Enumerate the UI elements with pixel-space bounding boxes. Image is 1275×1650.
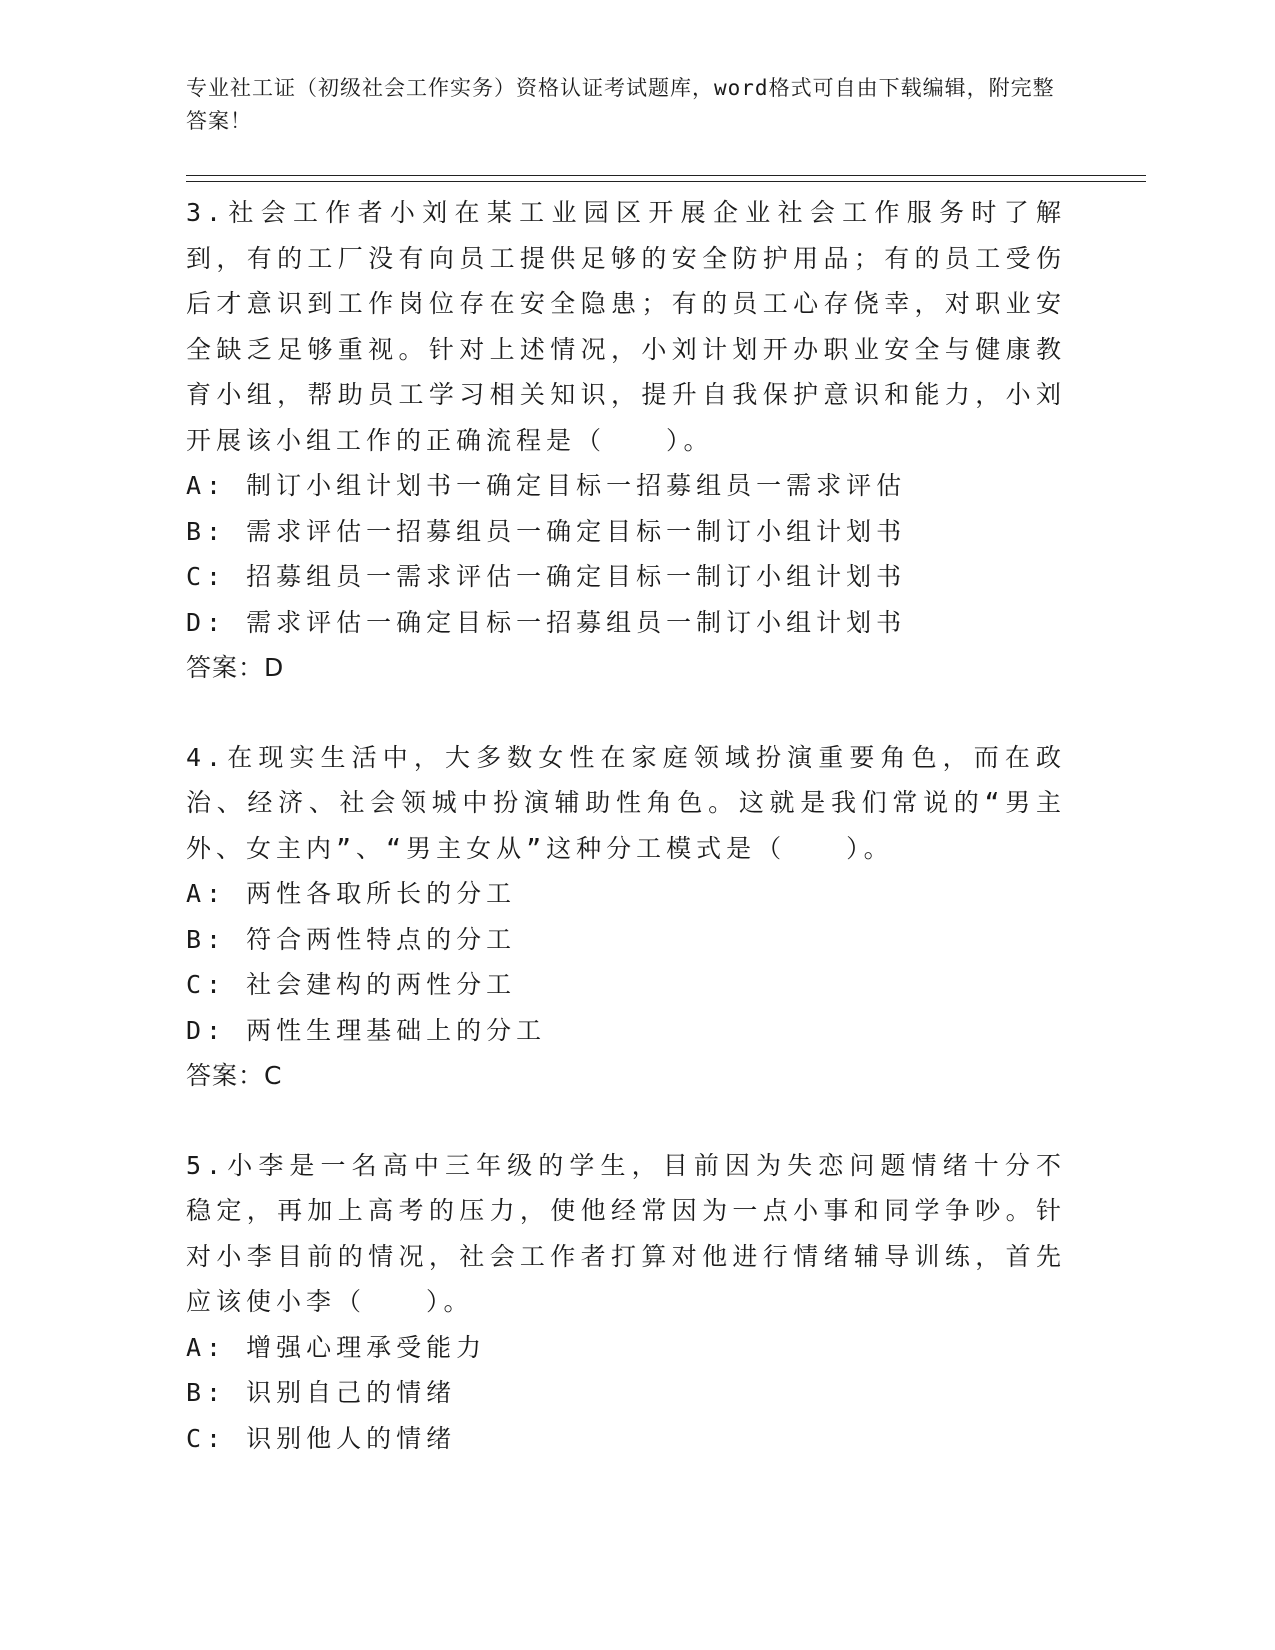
question-stem: 3.社会工作者小刘在某工业园区开展企业社会工作服务时了解到，有的工厂没有向员工提供足够的安全防护用品；有的员工受伤后才意识到工作岗位存在安全隐患；有的员工心存侥幸，对职业安全缺乏足够重视。针对上述情况，小刘计划开办职业安全与健康教育小组，帮助员工学习相关知识，提升自我保护意识和能力，小刘开展该小组工作的正确流程是（ ）。	[186, 198, 1066, 455]
question-stem: 4.在现实生活中，大多数女性在家庭领域扮演重要角色，而在政治、经济、社会领城中扮演辅助性角色。这就是我们常说的“男主外、女主内”、“男主女从”这种分工模式是（ ）。	[186, 742, 1066, 863]
option-d: D: 需求评估一确定目标一招募组员一制订小组计划书	[186, 607, 907, 637]
option-c: C: 招募组员一需求评估一确定目标一制订小组计划书	[186, 562, 907, 591]
option-d: D: 两性生理基础上的分工	[186, 1015, 547, 1045]
document-header	[186, 72, 1066, 138]
option-b: B: 识别自己的情绪	[186, 1378, 457, 1407]
question-4	[186, 735, 1066, 1099]
answer-line: 答案：D	[186, 653, 285, 682]
header-divider	[186, 175, 1146, 182]
option-a: A: 制订小组计划书一确定目标一招募组员一需求评估	[186, 471, 907, 500]
option-c: C: 社会建构的两性分工	[186, 970, 517, 999]
question-list	[186, 190, 1066, 1505]
option-a: A: 两性各取所长的分工	[186, 879, 517, 908]
option-c: C: 识别他人的情绪	[186, 1423, 457, 1453]
question-stem: 5.小李是一名高中三年级的学生，目前因为失恋问题情绪十分不稳定，再加上高考的压力，使他经常因为一点小事和同学争吵。针对小李目前的情况，社会工作者打算对他进行情绪辅导训练，首先应该使小李（ ）。	[186, 1150, 1066, 1316]
option-b: B: 符合两性特点的分工	[186, 924, 517, 954]
question-3	[186, 190, 1066, 691]
header-text: 专业社工证（初级社会工作实务）资格认证考试题库，word格式可自由下载编辑，附完整答案！	[186, 76, 1055, 133]
option-a: A: 增强心理承受能力	[186, 1332, 487, 1362]
question-5	[186, 1143, 1066, 1462]
option-b: B: 需求评估一招募组员一确定目标一制订小组计划书	[186, 516, 907, 546]
answer-line: 答案：C	[186, 1061, 283, 1090]
